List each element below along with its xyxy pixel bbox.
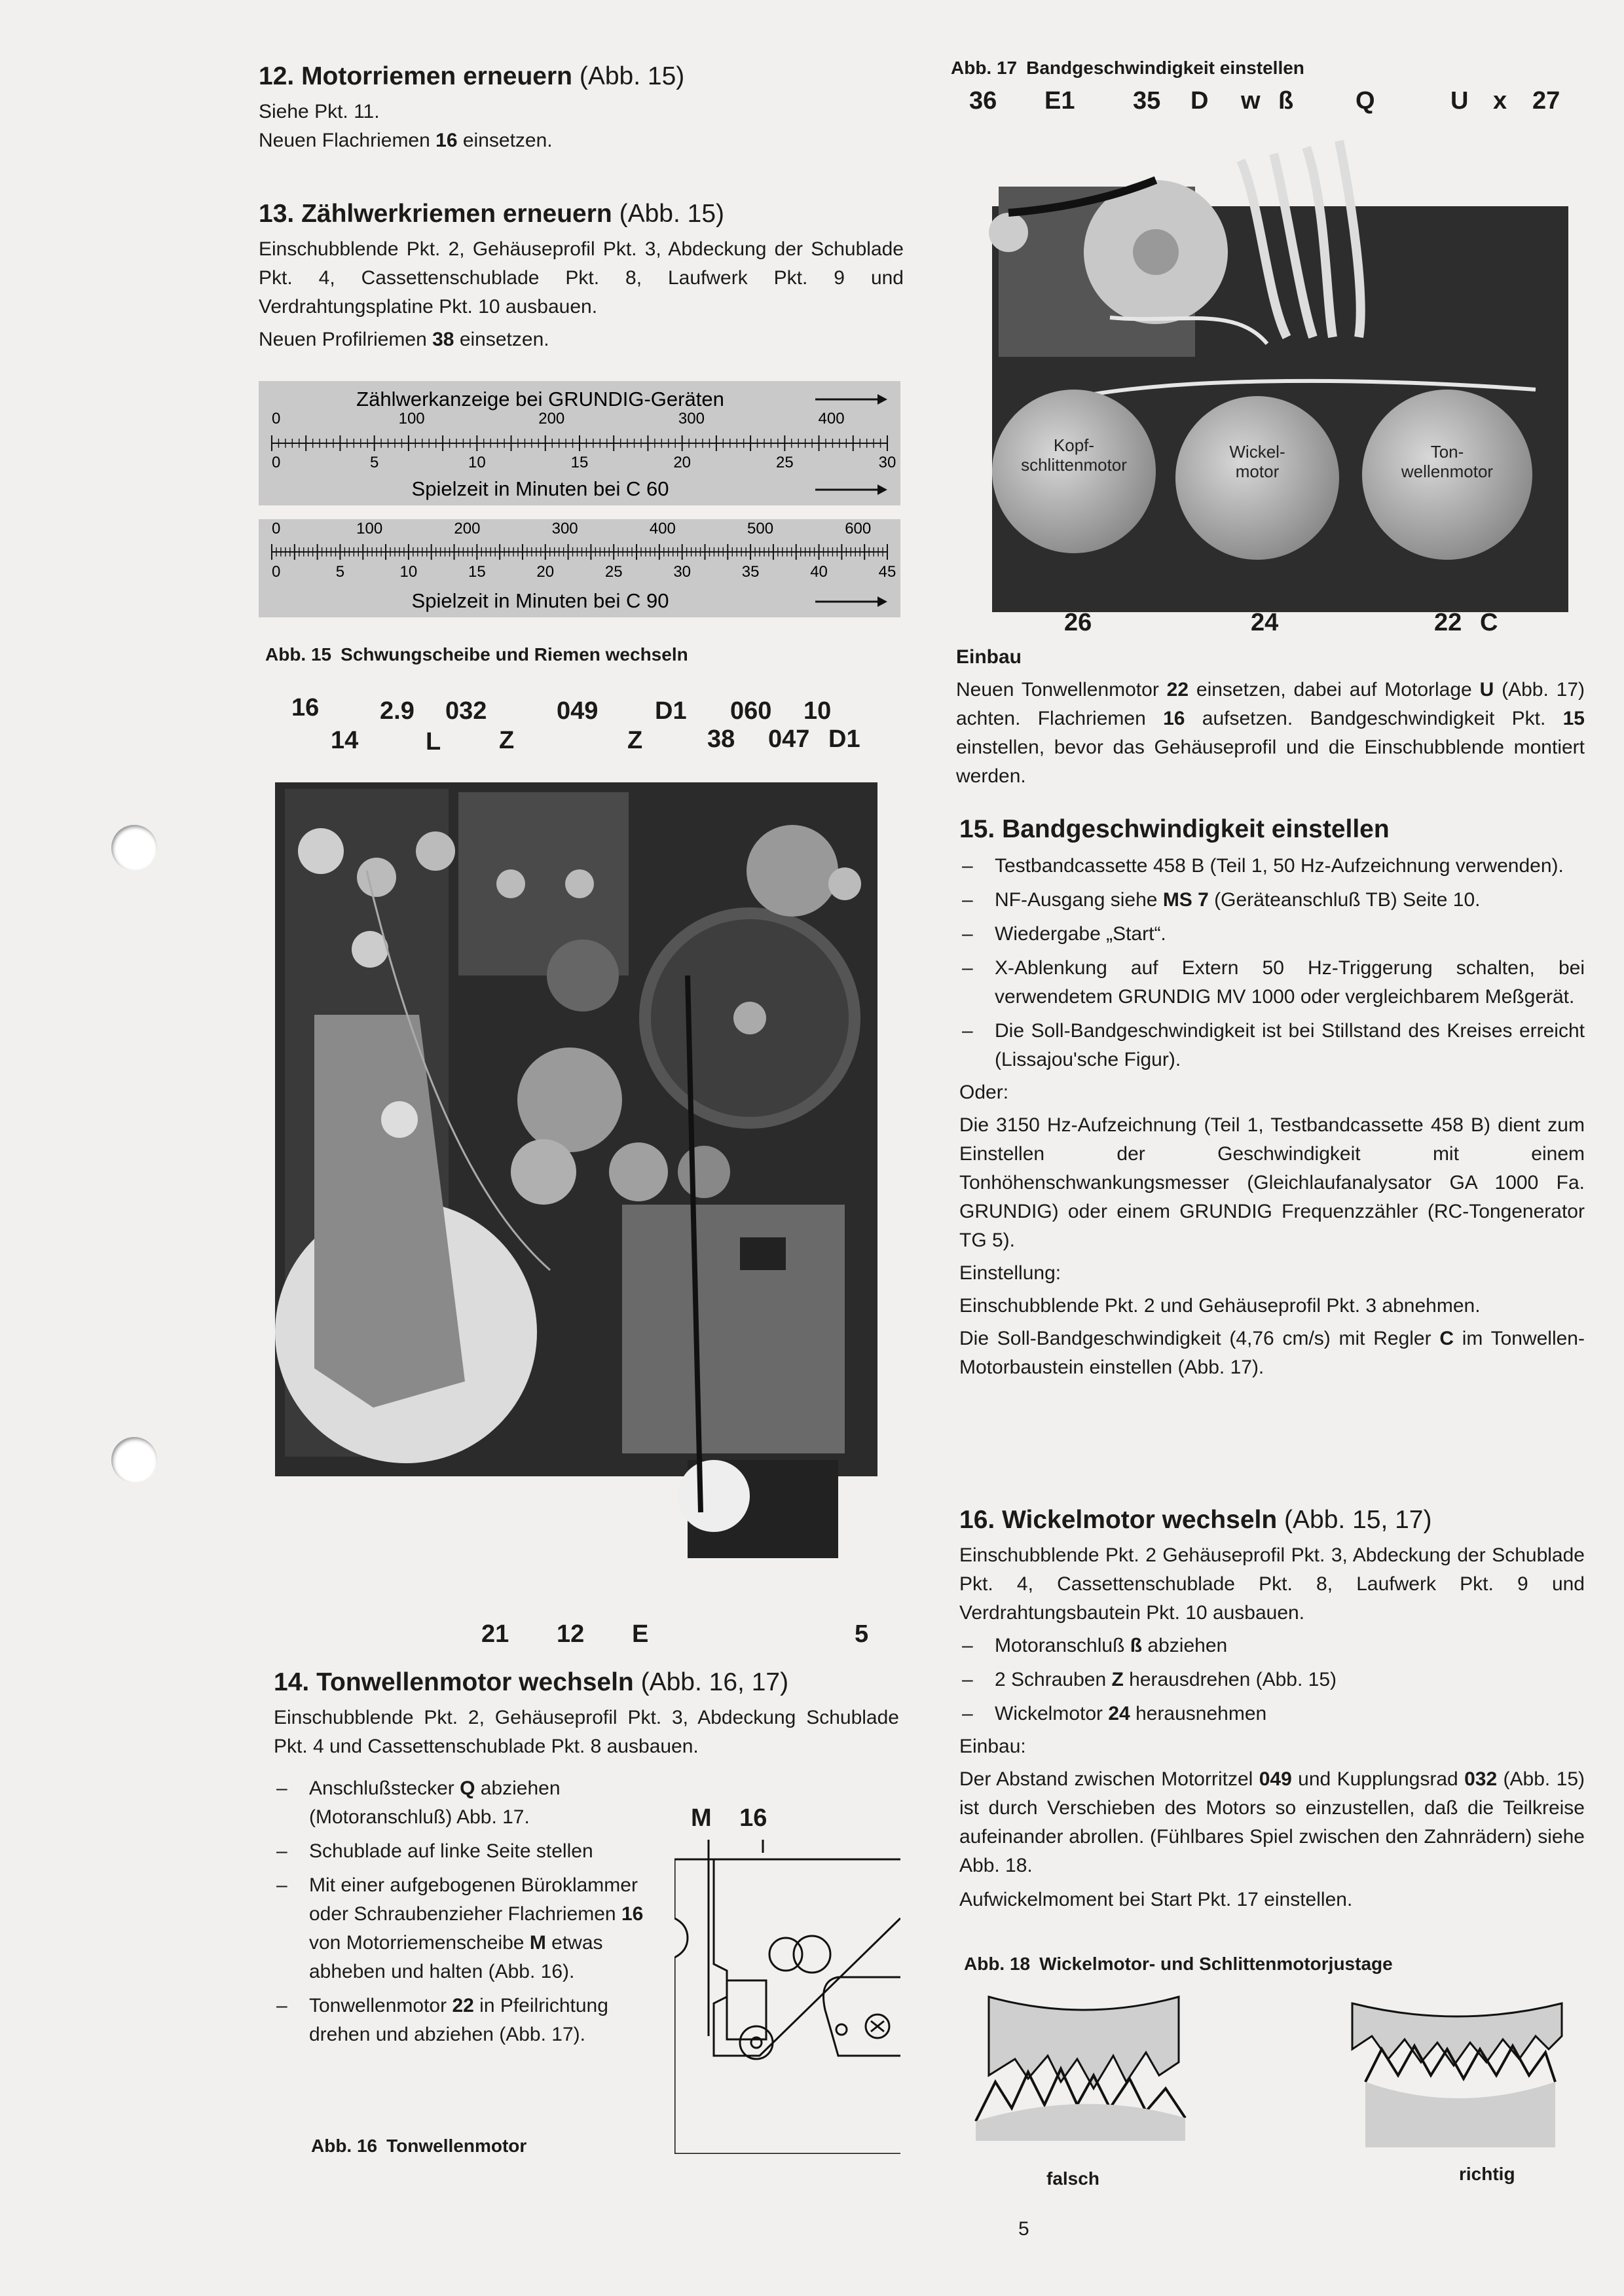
c90-counter-label: 200 (454, 520, 481, 538)
c90-minute-label: 35 (741, 563, 760, 581)
section-14 (274, 1668, 899, 1761)
fig17-label: 22 (1434, 609, 1462, 636)
head-slide-motor-label: Kopf- schlittenmotor (1021, 435, 1127, 475)
fig17-label: E1 (1044, 87, 1075, 115)
c60-minute-label: 15 (570, 454, 589, 471)
section-16-install-text: Der Abstand zwischen Motorritzel 049 und Kupplungsrad 032 (Abb. 15) ist durch Verschieben des Motors so einzustellen, daß die Teilkreise aufeinander abrollen. (Fühlbares Spiel zwischen den Zahnrädern) siehe Abb. 18. (959, 1768, 1585, 1876)
c90-minute-label: 5 (335, 563, 345, 581)
install-text: Neuen Tonwellenmotor 22 einsetzen, dabei auf Motorlage U (Abb. 17) achten. Flachriemen 16 aufsetzen. Bandgeschwindigkeit Pkt. 15 einstellen, bevor das Gehäuseprofil und die Einschubblende montiert werden. (956, 679, 1585, 787)
fig17-photo (959, 128, 1568, 632)
fig15-label: 060 (730, 697, 772, 725)
fig15-label: D1 (655, 697, 687, 725)
section-12-ref-text: Siehe Pkt. 11. (259, 101, 380, 122)
section-12-heading: 12. Motorriemen erneuern (Abb. 15) (259, 62, 685, 90)
c90-minute-label: 25 (604, 563, 623, 581)
c60-counter-label: 200 (538, 410, 565, 428)
fig16-label-16: 16 (739, 1804, 767, 1832)
section-14-step: – Mit einer aufgebogenen Büroklammer oder Schraubenzieher Flachriemen 16 von Motorriemenscheibe M etwas abheben und halten (Abb. 16). (274, 1871, 660, 1986)
fig18-label-wrong: falsch (1046, 2168, 1099, 2189)
counter-scale-c90 (259, 519, 900, 617)
section-16-install-label: Einbau: (959, 1736, 1026, 1757)
fig17-caption: Abb. 17 Bandgeschwindigkeit einstellen (951, 58, 1304, 78)
page-number: 5 (1018, 2218, 1029, 2240)
c60-minute-label: 30 (878, 454, 896, 471)
c60-counter-label: 100 (398, 410, 425, 428)
fig18-label-right: richtig (1459, 2164, 1515, 2184)
fig15-caption: Abb. 15 Schwungscheibe und Riemen wechseln (265, 644, 688, 665)
install-capstan (956, 643, 1585, 791)
fig15-label-row (265, 694, 881, 759)
fig17-top-labels (956, 87, 1585, 120)
fig17-label: ß (1278, 87, 1294, 115)
section-16-heading: 16. Wickelmotor wechseln (Abb. 15, 17) (959, 1506, 1432, 1534)
section-15 (959, 815, 1585, 1382)
fig17-label: C (1480, 609, 1498, 636)
c90-counter-label: 500 (747, 520, 774, 538)
fig18-caption: Abb. 18 Wickelmotor- und Schlittenmotorjustage (964, 1954, 1393, 1974)
scale-top-title: Zählwerkanzeige bei GRUNDIG-Geräten (356, 388, 724, 410)
section-14-heading: 14. Tonwellenmotor wechseln (Abb. 16, 17) (274, 1668, 789, 1696)
fig15-label: 047 (768, 725, 810, 753)
section-15-alt-method: Die 3150 Hz-Aufzeichnung (Teil 1, Testbandcassette 458 B) dient zum Einstellen der Geschwindigkeit mit einem Tonhöhenschwankungsmesser (Gleichlaufanalysator GA 1000 Fa. GRUNDIG) oder einem GRUNDIG Frequenzzähler (RC-Tongenerator TG 5). (959, 1114, 1585, 1251)
fig15-label: Z (499, 727, 515, 754)
section-15-oder: Oder: (959, 1082, 1009, 1103)
fig15-label: E (632, 1620, 649, 1648)
scale-c60-graphic (259, 381, 900, 505)
fig16-line-drawing (674, 1840, 900, 2154)
fig15-bottom-labels (265, 1620, 881, 1653)
section-16-torque: Aufwickelmoment bei Start Pkt. 17 einstellen. (959, 1889, 1353, 1910)
section-15-step: – X-Ablenkung auf Extern 50 Hz-Triggerung schalten, bei verwendetem GRUNDIG MV 1000 oder vergleichbarem Meßgerät. (959, 954, 1585, 1011)
fig17-label: D (1190, 87, 1209, 115)
section-16-step: – Wickelmotor 24 herausnehmen (959, 1700, 1585, 1728)
section-16-step: – Motoranschluß ß abziehen (959, 1631, 1585, 1660)
fig15-label: Z (627, 727, 643, 754)
fig16-drawing (674, 1840, 900, 2154)
fig17-label: Q (1356, 87, 1375, 115)
fig18-gear-wrong (969, 1984, 1198, 2141)
c90-minute-label: 15 (468, 563, 486, 581)
section-15-setting-step: Einschubblende Pkt. 2 und Gehäuseprofil Pkt. 3 abnehmen. (959, 1295, 1481, 1317)
c90-minute-label: 45 (878, 563, 896, 581)
fig15-photo (268, 779, 881, 1558)
section-16-step: – 2 Schrauben Z herausdrehen (Abb. 15) (959, 1666, 1585, 1694)
fig17-label: x (1493, 87, 1507, 115)
c60-minute-label: 10 (468, 454, 486, 471)
c60-counter-label: 300 (678, 410, 705, 428)
scale-c60-caption: Spielzeit in Minuten bei C 60 (411, 477, 669, 500)
fig15-label: 14 (331, 727, 359, 754)
section-16-steps (959, 1631, 1585, 1728)
fig15-label: D1 (828, 725, 860, 753)
fig15-label: 10 (803, 697, 832, 725)
c90-minute-label: 10 (399, 563, 418, 581)
fig16-label-m: M (691, 1804, 712, 1832)
section-15-setting-label: Einstellung: (959, 1262, 1061, 1284)
section-13-heading: 13. Zählwerkriemen erneuern (Abb. 15) (259, 200, 725, 228)
binder-hole-top (111, 825, 157, 871)
c60-counter-label: 0 (272, 410, 281, 428)
fig15-label: 5 (855, 1620, 869, 1648)
fig15-label: L (426, 728, 441, 756)
c90-counter-label: 400 (649, 520, 676, 538)
c90-counter-label: 600 (845, 520, 872, 538)
fig15-label: 12 (557, 1620, 585, 1648)
fig17-label: 35 (1133, 87, 1161, 115)
fig16-caption: Abb. 16 Tonwellenmotor (311, 2136, 527, 2156)
section-15-step: – Die Soll-Bandgeschwindigkeit ist bei Stillstand des Kreises erreicht (Lissajou'sche Figur). (959, 1017, 1585, 1074)
section-15-step: – NF-Ausgang siehe MS 7 (Geräteanschluß TB) Seite 10. (959, 886, 1585, 915)
section-14-step: – Anschlußstecker Q abziehen (Motoranschluß) Abb. 17. (274, 1774, 660, 1832)
section-13-body: Einschubblende Pkt. 2, Gehäuseprofil Pkt. 3, Abdeckung der Schublade Pkt. 4, Cassettenschublade Pkt. 8, Laufwerk Pkt. 9 und Verdrahtungsplatine Pkt. 10 ausbauen. (259, 238, 904, 318)
fig17-label: 36 (969, 87, 997, 115)
fig16-labels (691, 1804, 767, 1832)
gear-mesh-wrong-drawing (969, 1984, 1198, 2141)
section-12 (259, 62, 907, 155)
c90-counter-label: 100 (356, 520, 383, 538)
section-13-instruction: Neuen Profilriemen 38 einsetzen. (259, 329, 549, 350)
gear-mesh-right-drawing (1346, 1984, 1568, 2147)
c90-minute-label: 0 (272, 563, 281, 581)
capstan-motor-label: Ton- wellenmotor (1401, 442, 1494, 481)
scale-c90-graphic (259, 519, 900, 617)
c60-counter-label: 400 (818, 410, 845, 428)
fig15-label: 032 (445, 697, 487, 725)
c60-minute-label: 20 (673, 454, 692, 471)
section-15-steps (959, 852, 1585, 1074)
fig15-label: 38 (707, 725, 735, 753)
binder-hole-bottom (111, 1437, 157, 1483)
section-14-step: – Schublade auf linke Seite stellen (274, 1837, 660, 1866)
install-heading: Einbau (956, 646, 1022, 668)
winding-motor-label: Wickel- motor (1229, 442, 1285, 481)
c60-minute-label: 5 (369, 454, 379, 471)
fig17-label: 26 (1064, 609, 1092, 636)
section-15-heading: 15. Bandgeschwindigkeit einstellen (959, 815, 1390, 843)
fig17-label: w (1241, 87, 1261, 115)
c60-minute-label: 25 (775, 454, 794, 471)
section-14-body: Einschubblende Pkt. 2, Gehäuseprofil Pkt. 3, Abdeckung Schublade Pkt. 4 und Cassettenschublade Pkt. 8 ausbauen. (274, 1707, 899, 1757)
section-15-step: – Wiedergabe „Start“. (959, 920, 1585, 949)
c90-counter-label: 300 (551, 520, 578, 538)
counter-scale-c60 (259, 381, 900, 505)
section-14-steps (274, 1774, 660, 2049)
fig15-label: 049 (557, 697, 599, 725)
fig15-label: 2.9 (380, 697, 415, 725)
fig15-label: 16 (291, 694, 320, 721)
section-16-body: Einschubblende Pkt. 2 Gehäuseprofil Pkt. 3, Abdeckung der Schublade Pkt. 4, Cassettenschublade Pkt. 8, Laufwerk Pkt. 9 und Verdrahtungsbautein Pkt. 10 ausbauen. (959, 1544, 1585, 1624)
section-15-step: – Testbandcassette 458 B (Teil 1, 50 Hz-Aufzeichnung verwenden). (959, 852, 1585, 881)
c90-counter-label: 0 (272, 520, 281, 538)
fig17-label: U (1450, 87, 1469, 115)
section-14-step: – Tonwellenmotor 22 in Pfeilrichtung drehen und abziehen (Abb. 17). (274, 1992, 660, 2049)
scale-c90-caption: Spielzeit in Minuten bei C 90 (411, 589, 669, 612)
c90-minute-label: 40 (810, 563, 828, 581)
fig17-bottom-labels (956, 609, 1585, 642)
section-16 (959, 1506, 1585, 1914)
c90-minute-label: 30 (673, 563, 692, 581)
fig15-mechanism-drawing (268, 779, 881, 1558)
section-13 (259, 200, 904, 354)
fig18-gear-right (1346, 1984, 1568, 2147)
fig17-label: 27 (1532, 87, 1560, 115)
c60-minute-label: 0 (272, 454, 281, 471)
c90-minute-label: 20 (536, 563, 555, 581)
section-12-instruction: Neuen Flachriemen 16 einsetzen. (259, 130, 553, 151)
section-15-setting-regulator: Die Soll-Bandgeschwindigkeit (4,76 cm/s) mit Regler C im Tonwellen-Motorbaustein einstellen (Abb. 17). (959, 1328, 1585, 1378)
fig17-label: 24 (1251, 609, 1279, 636)
fig15-label: 21 (481, 1620, 509, 1648)
